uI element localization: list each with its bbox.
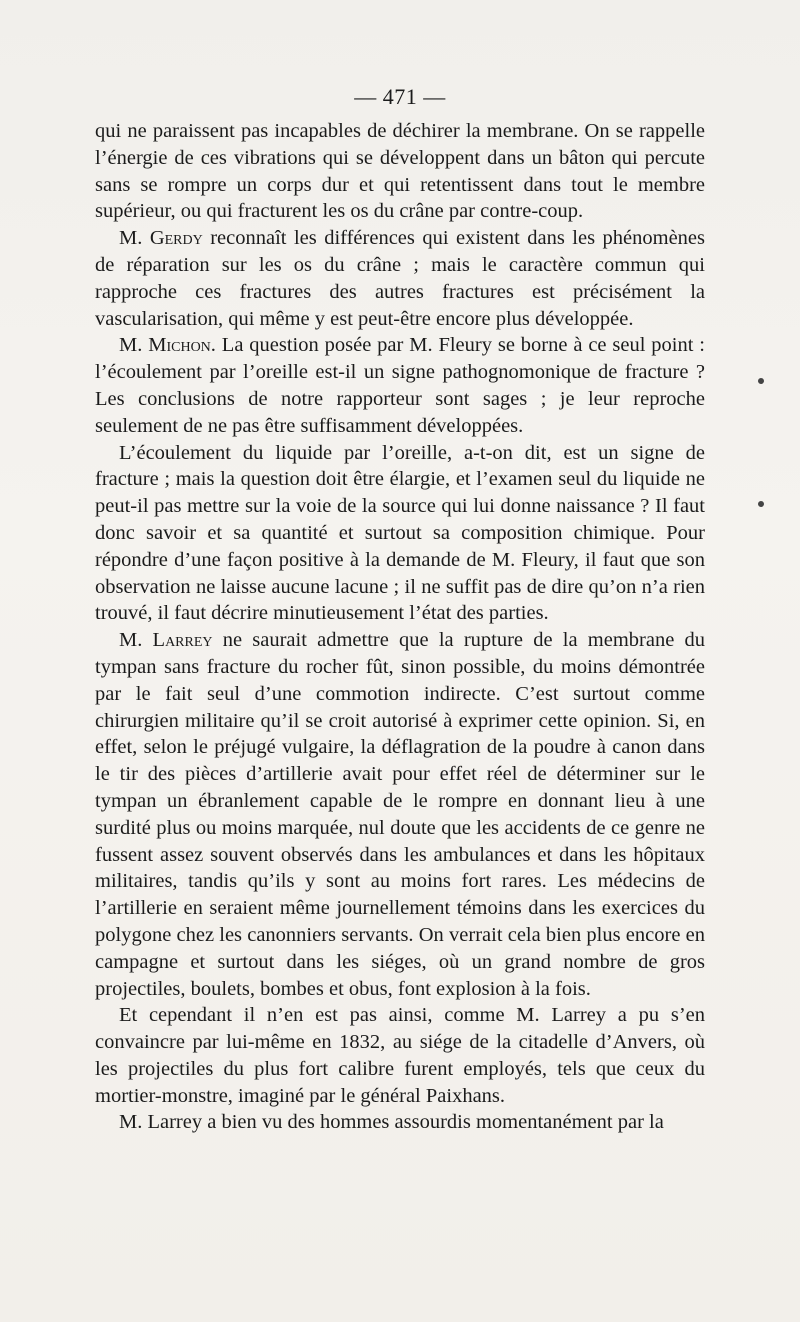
paragraph [95,627,705,1002]
paragraph-text: ne saurait admettre que la rupture de la membrane du tympan sans fracture du rocher fût, sinon possible, du moins démontrée par le fait seul d’une commotion indirecte. C’est surtout comme chirurgien militaire qu’il se croit autorisé à exprimer cette opinion. Si, en effet, selon le préjugé vulgaire, la déflagration de la poudre à canon dans le tir des pièces d’artillerie avait pour effet réel de déterminer sur le tympan un ébranlement capable de le rompre en donnant lieu à une surdité plus ou moins marquée, nul doute que les accidents de ce genre ne fussent assez souvent observés dans les ambulances et dans les hôpitaux militaires, tandis qu’ils y sont au moins fort rares. Les médecins de l’artillerie en seraient même journellement témoins dans les exercices du polygone chez les canonniers servants. On verrait cela bien plus encore en campagne et surtout dans les siéges, où un grand nombre de gros projectiles, boulets, bombes et obus, font explosion à la fois. [95,629,705,1000]
body-text [95,118,705,1136]
speaker-name: M. Michon. [119,334,216,357]
paragraph-text: L’écoulement du liquide par l’oreille, a-t-on dit, est un signe de fracture ; mais la question doit être élargie, et l’examen seul du liquide ne peut-il pas mettre sur la voie de la source qui lui donne naissance ? Il faut donc savoir et sa quantité et surtout sa composition chimique. Pour répondre d’une façon positive à la demande de M. Fleury, il faut que son observation ne laisse aucune lacune ; il ne suffit pas de dire qu’on n’a rien trouvé, il faut décrire minutieusement l’état des parties. [95,441,705,625]
paragraph [95,225,705,332]
paragraph-text: reconnaît les différences qui existent dans les phénomènes de réparation sur les os du crâne ; mais le caractère commun qui rapproche ces fractures des autres fractures est précisément la vascularisation, qui même y est peut-être encore plus développée. [95,227,705,330]
paragraph [95,1002,705,1109]
paragraph [95,440,705,628]
paragraph-text: M. Larrey a bien vu des hommes assourdis momentanément par la [119,1111,664,1134]
paragraph-text: qui ne paraissent pas incapables de déchirer la membrane. On se rappelle l’énergie de ces vibrations qui se développent dans un bâton qui percute sans se rompre un corps dur et qui retentissent dans tout le membre supérieur, ou qui fracturent les os du crâne par contre-coup. [95,120,705,223]
paragraph [95,1109,705,1136]
speaker-name: M. Gerdy [119,227,203,250]
paragraph [95,118,705,225]
paragraph [95,332,705,439]
paragraph-text: Et cependant il n’en est pas ainsi, comme M. Larrey a pu s’en convaincre par lui-même en 1832, au siége de la citadelle d’Anvers, où les projectiles du plus fort calibre furent employés, tels que ceux du mortier-monstre, imaginé par le général Paixhans. [95,1004,705,1107]
page-number: — 471 — [354,84,446,109]
ink-speck-icon [758,378,764,384]
ink-speck-icon [758,501,764,507]
paragraph-text: La question posée par M. Fleury se borne à ce seul point : l’écoulement par l’oreille est-il un signe pathognomonique de fracture ? Les conclusions de notre rapporteur sont sages ; je leur reproche seulement de ne pas être suffisamment développées. [95,334,705,437]
speaker-name: M. Larrey [119,629,213,652]
